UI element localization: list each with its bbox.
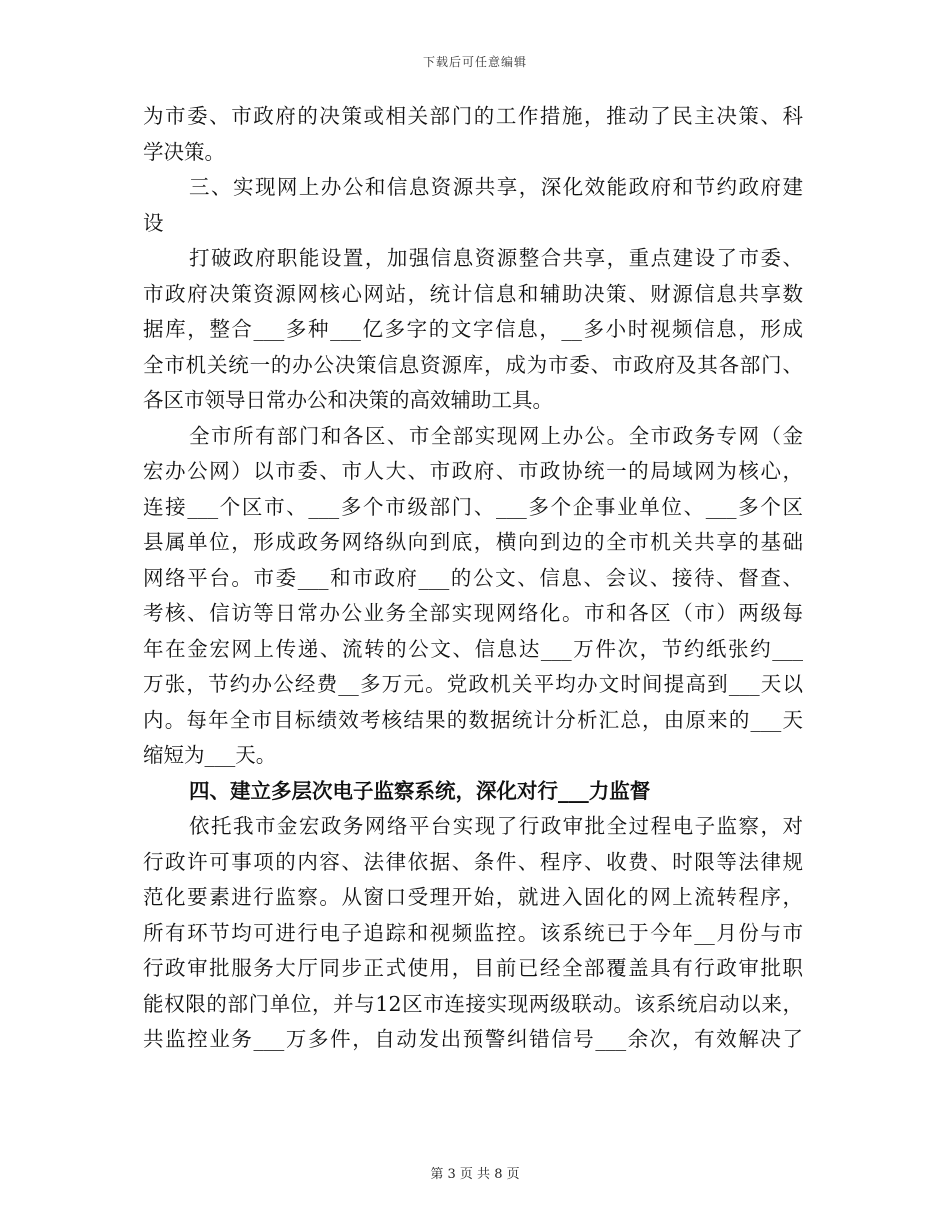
text-line: 为市委、市政府的决策或相关部门的工作措施，推动了民主决策、科: [143, 104, 803, 128]
paragraph-continuation: [143, 99, 803, 170]
text-line: 年在金宏网上传递、流转的公文、信息达___万件次，节约纸张约___: [143, 636, 803, 661]
text-line: 依托我市金宏政务网络平台实现了行政审批全过程电子监察，对: [189, 814, 803, 838]
text-line: 各区市领导日常办公和决策的高效辅助工具。: [143, 388, 553, 412]
section-heading-3: [143, 170, 803, 241]
document-body: [143, 99, 803, 1058]
text-line: 市政府决策资源网核心网站，统计信息和辅助决策、财源信息共享数: [143, 281, 803, 306]
heading-line: 三、实现网上办公和信息资源共享，深化效能政府和节约政府建: [189, 175, 803, 199]
heading-line: 设: [143, 210, 164, 235]
page-number: 第 3 页 共 8 页: [430, 1167, 520, 1182]
text-line: 学决策。: [143, 139, 225, 164]
text-line: 全市所有部门和各区、市全部实现网上办公。全市政务专网（金: [189, 423, 803, 448]
text-line: 宏办公网）以市委、市人大、市政府、市政协统一的局域网为核心，: [143, 459, 803, 483]
text-line: 万张，节约办公经费__多万元。党政机关平均办文时间提高到___天以: [143, 672, 803, 696]
text-line: 网络平台。市委___和市政府___的公文、信息、会议、接待、督查、: [143, 565, 803, 590]
text-line: 缩短为___天。: [143, 743, 277, 767]
text-line: 所有环节均可进行电子追踪和视频监控。该系统已于今年__月份与市: [143, 920, 803, 945]
text-line: 行政审批服务大厅同步正式使用，目前已经全部覆盖具有行政审批职: [143, 956, 803, 980]
paragraph-online-office: [143, 419, 803, 774]
text-line: 据库，整合___多种___亿多字的文字信息，__多小时视频信息，形成: [143, 317, 803, 341]
text-line: 共监控业务___万多件，自动发出预警纠错信号___余次，有效解决了: [143, 1027, 803, 1051]
text-line: 县属单位，形成政务网络纵向到底，横向到边的全市机关共享的基础: [143, 530, 803, 554]
text-line: 范化要素进行监察。从窗口受理开始，就进入固化的网上流转程序，: [143, 885, 803, 909]
paragraph-e-supervision: [143, 809, 803, 1058]
heading-line: 四、建立多层次电子监察系统，深化对行___力监督: [189, 778, 651, 803]
text-line: 打破政府职能设置，加强信息资源整合共享，重点建设了市委、: [189, 246, 803, 270]
section-heading-4: [143, 774, 803, 810]
header-note: 下载后可任意编辑: [422, 55, 527, 69]
text-line: 内。每年全市目标绩效考核结果的数据统计分析汇总，由原来的___天: [143, 707, 803, 732]
text-line: 全市机关统一的办公决策信息资源库，成为市委、市政府及其各部门、: [143, 352, 803, 377]
text-line: 考核、信访等日常办公业务全部实现网络化。市和各区（市）两级每: [143, 601, 803, 625]
paragraph-info-resources: [143, 241, 803, 419]
text-line: 能权限的部门单位，并与12区市连接实现两级联动。该系统启动以来，: [143, 991, 803, 1016]
text-line: 行政许可事项的内容、法律依据、条件、程序、收费、时限等法律规: [143, 849, 803, 874]
text-line: 连接___个区市、___多个市级部门、___多个企事业单位、___多个区: [143, 494, 803, 519]
